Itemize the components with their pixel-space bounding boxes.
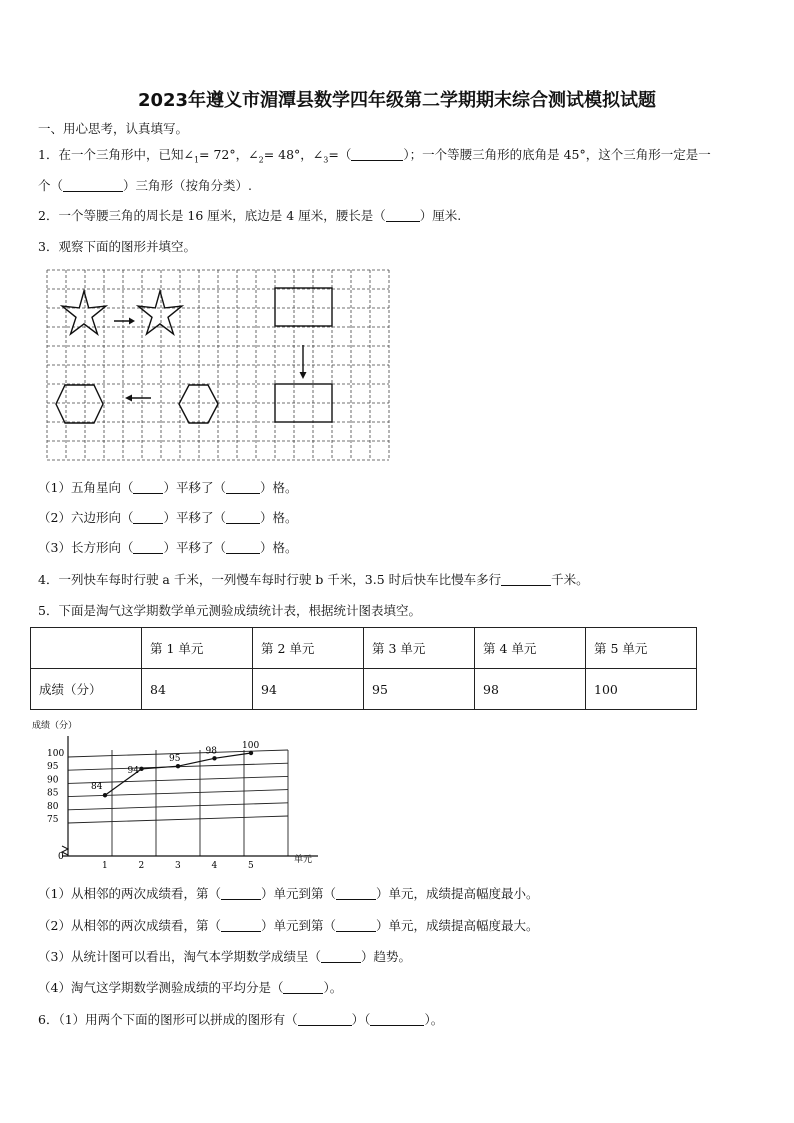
q5-s1-b: ）单元到第（ bbox=[260, 886, 336, 901]
table-header-cell: 第 4 单元 bbox=[475, 628, 586, 669]
q3-s2-c: ）格。 bbox=[259, 510, 298, 525]
table-header-cell: 第 5 单元 bbox=[586, 628, 697, 669]
q1-text-g: ）三角形（按角分类）. bbox=[123, 178, 252, 193]
y-tick-label: 90 bbox=[47, 775, 59, 786]
question-5-sub-4 bbox=[38, 980, 342, 996]
q3-s3-a: （3）长方形向（ bbox=[38, 540, 134, 555]
q1-text-f: 个（ bbox=[38, 178, 64, 193]
q5-s3-b: ）趋势。 bbox=[360, 949, 411, 964]
q1-text-b: = 72°，∠ bbox=[199, 147, 259, 162]
q3-s1-b: ）平移了（ bbox=[163, 480, 226, 495]
answer-blank[interactable] bbox=[386, 208, 420, 222]
y-tick-label: 75 bbox=[47, 815, 59, 825]
y-tick-label: 95 bbox=[47, 762, 59, 773]
q1-sub-3: 3 bbox=[323, 155, 329, 165]
table-cell: 98 bbox=[475, 669, 586, 710]
answer-blank[interactable] bbox=[283, 980, 323, 994]
x-tick-label: 5 bbox=[248, 861, 254, 871]
q6-text-b: ）（ bbox=[351, 1012, 371, 1027]
q5-s2-b: ）单元到第（ bbox=[260, 918, 336, 933]
y-tick-label: 80 bbox=[47, 801, 59, 812]
q5-s2-a: （2）从相邻的两次成绩看，第（ bbox=[38, 918, 221, 933]
answer-blank[interactable] bbox=[133, 540, 163, 554]
x-axis-label: 单元 bbox=[294, 855, 313, 865]
answer-blank[interactable] bbox=[321, 949, 361, 963]
star-translated bbox=[138, 291, 182, 334]
answer-blank[interactable] bbox=[226, 540, 260, 554]
q3-s3-c: ）格。 bbox=[259, 540, 298, 555]
data-point bbox=[139, 767, 143, 771]
q4-text-b: 千米。 bbox=[551, 572, 589, 587]
question-5-stem: 5．下面是淘气这学期数学单元测验成绩统计表，根据统计图表填空。 bbox=[38, 603, 421, 618]
table-cell: 95 bbox=[364, 669, 475, 710]
question-4 bbox=[38, 572, 589, 588]
q1-text-d: =（ bbox=[328, 147, 352, 162]
section-heading: 一、用心思考，认真填写。 bbox=[38, 121, 189, 136]
data-label: 95 bbox=[169, 754, 181, 765]
q1-sub-2: 2 bbox=[258, 155, 264, 165]
question-1-line-2 bbox=[38, 178, 252, 194]
q5-s1-a: （1）从相邻的两次成绩看，第（ bbox=[38, 886, 221, 901]
table-row-label: 成绩（分） bbox=[31, 669, 142, 710]
answer-blank[interactable] bbox=[336, 918, 376, 932]
q3-s3-b: ）平移了（ bbox=[163, 540, 226, 555]
question-3-sub-3 bbox=[38, 540, 298, 556]
data-label: 84 bbox=[91, 782, 103, 793]
q2-text-b: ）厘米. bbox=[419, 208, 462, 223]
answer-blank[interactable] bbox=[133, 480, 163, 494]
q6-text-a: 6．（1）用两个下面的图形可以拼成的图形有（ bbox=[38, 1012, 298, 1027]
x-tick-label: 3 bbox=[175, 861, 181, 871]
table-header-cell: 第 2 单元 bbox=[253, 628, 364, 669]
answer-blank[interactable] bbox=[298, 1012, 352, 1026]
chart-gridline bbox=[68, 803, 288, 810]
q6-text-c: ）。 bbox=[424, 1012, 444, 1027]
x-tick-label: 2 bbox=[138, 861, 145, 871]
score-line-chart bbox=[28, 716, 338, 872]
q5-s4-a: （4）淘气这学期数学测验成绩的平均分是（ bbox=[38, 980, 284, 995]
table-header-cell: 第 3 单元 bbox=[364, 628, 475, 669]
page-title: 2023年遵义市湄潭县数学四年级第二学期期末综合测试模拟试题 bbox=[137, 90, 657, 111]
table-cell: 94 bbox=[253, 669, 364, 710]
table-cell: 84 bbox=[142, 669, 253, 710]
answer-blank[interactable] bbox=[226, 510, 260, 524]
y-tick-label: 100 bbox=[47, 749, 65, 759]
q1-text-e: ）；一个等腰三角形的底角是 45°，这个三角形一定是一 bbox=[403, 147, 711, 162]
q2-text-a: 2．一个等腰三角的周长是 16 厘米，底边是 4 厘米，腰长是（ bbox=[38, 208, 386, 223]
q5-s3-a: （3）从统计图可以看出，淘气本学期数学成绩呈（ bbox=[38, 949, 321, 964]
q1-sub-1: 1 bbox=[193, 155, 200, 165]
hexagon-translated bbox=[56, 385, 103, 423]
question-5-sub-2 bbox=[38, 918, 539, 934]
table-header-row bbox=[31, 628, 697, 669]
q1-text-a: 1．在一个三角形中，已知∠ bbox=[38, 147, 194, 162]
question-2 bbox=[38, 208, 461, 224]
q5-s4-b: ）。 bbox=[323, 980, 343, 995]
table-cell: 100 bbox=[586, 669, 697, 710]
arrow-left-head bbox=[125, 395, 132, 402]
x-tick-label: 1 bbox=[102, 861, 108, 871]
arrow-right-head bbox=[129, 318, 135, 325]
table-header-cell: 第 1 单元 bbox=[142, 628, 253, 669]
answer-blank[interactable] bbox=[63, 178, 123, 192]
score-table bbox=[30, 627, 697, 710]
data-point bbox=[249, 751, 253, 755]
translation-grid-figure bbox=[46, 269, 390, 461]
question-3-stem: 3．观察下面的图形并填空。 bbox=[38, 239, 196, 254]
q5-s2-c: ）单元，成绩提高幅度最大。 bbox=[375, 918, 539, 933]
answer-blank[interactable] bbox=[351, 147, 403, 161]
question-6 bbox=[38, 1012, 443, 1028]
answer-blank[interactable] bbox=[336, 886, 376, 900]
q5-s1-c: ）单元，成绩提高幅度最小。 bbox=[375, 886, 539, 901]
answer-blank[interactable] bbox=[501, 572, 551, 586]
x-tick-label: 4 bbox=[211, 861, 218, 871]
question-1-line-1 bbox=[38, 147, 711, 169]
rectangle-original bbox=[275, 288, 332, 326]
y-axis-label: 成绩（分） bbox=[32, 721, 78, 731]
hexagon-original bbox=[179, 385, 218, 423]
answer-blank[interactable] bbox=[133, 510, 163, 524]
y-tick-label: 85 bbox=[47, 788, 59, 799]
q3-s1-a: （1）五角星向（ bbox=[38, 480, 134, 495]
answer-blank[interactable] bbox=[370, 1012, 424, 1026]
question-3-sub-2 bbox=[38, 510, 298, 526]
question-5-sub-3 bbox=[38, 949, 411, 965]
question-3-sub-1 bbox=[38, 480, 298, 496]
answer-blank[interactable] bbox=[221, 918, 261, 932]
arrow-down-head bbox=[300, 372, 307, 379]
table-header-cell bbox=[31, 628, 142, 669]
chart-gridline bbox=[68, 816, 288, 823]
table-row bbox=[31, 669, 697, 710]
q4-text-a: 4．一列快车每时行驶 a 千米，一列慢车每时行驶 b 千米，3.5 时后快车比慢车多行 bbox=[38, 572, 502, 587]
star-original bbox=[62, 291, 106, 334]
data-point bbox=[103, 793, 107, 797]
q3-s1-c: ）格。 bbox=[259, 480, 298, 495]
q1-text-c: = 48°，∠ bbox=[263, 147, 324, 162]
q3-s2-a: （2）六边形向（ bbox=[38, 510, 134, 525]
y-tick-label: 0 bbox=[58, 852, 64, 862]
q3-s2-b: ）平移了（ bbox=[163, 510, 226, 525]
data-label: 94 bbox=[127, 765, 139, 776]
data-point bbox=[176, 764, 180, 768]
question-5-sub-1 bbox=[38, 886, 539, 902]
answer-blank[interactable] bbox=[226, 480, 260, 494]
data-point bbox=[212, 756, 216, 760]
data-label: 98 bbox=[205, 746, 217, 757]
data-label: 100 bbox=[242, 741, 260, 751]
answer-blank[interactable] bbox=[221, 886, 261, 900]
